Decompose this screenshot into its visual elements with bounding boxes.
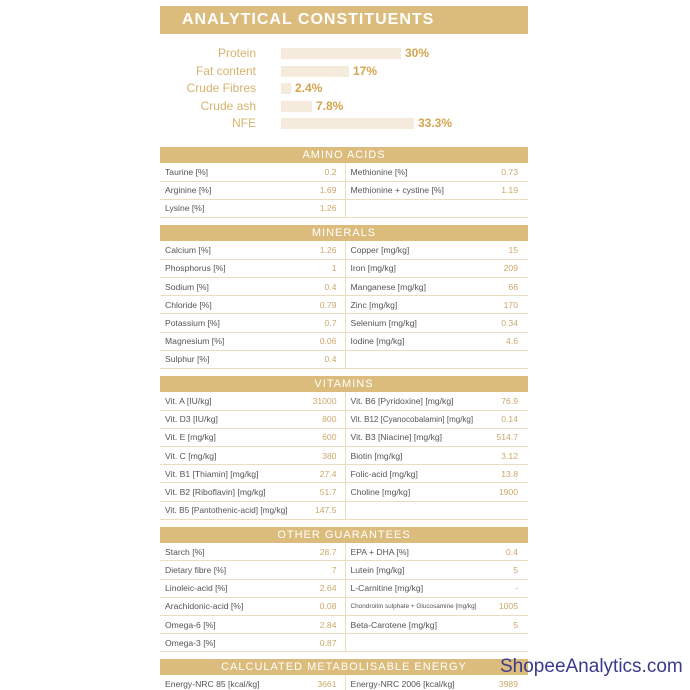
nutrient-value: 170 xyxy=(485,296,528,314)
bar-fill xyxy=(281,101,312,112)
nutrient-value: 0.4 xyxy=(288,350,345,368)
table-row xyxy=(160,465,528,483)
bar-label: Protein xyxy=(217,46,256,60)
watermark-text: ShopeeAnalytics.com xyxy=(500,656,683,677)
vitamins-table xyxy=(160,392,528,520)
nutrient-label: Arachidonic-acid [%] xyxy=(160,597,288,615)
table-row xyxy=(160,199,528,217)
amino-acids-header: AMINO ACIDS xyxy=(160,147,528,163)
nutrient-value: 0.73 xyxy=(485,163,528,181)
nutrient-label: Starch [%] xyxy=(160,543,288,561)
nutrient-value: 147.5 xyxy=(288,501,345,519)
nutrient-label: Vit. E [mg/kg] xyxy=(160,428,288,446)
nutrient-value: 3.12 xyxy=(485,446,528,464)
nutrient-value xyxy=(485,501,528,519)
nutrient-label: Vit. B2 [Riboflavin] [mg/kg] xyxy=(160,483,288,501)
nutrient-label: Biotin [mg/kg] xyxy=(345,446,485,464)
energy-header: CALCULATED METABOLISABLE ENERGY xyxy=(160,659,528,675)
nutrient-label: Methionine [%] xyxy=(345,163,485,181)
nutrient-label: Selenium [mg/kg] xyxy=(345,314,485,332)
nutrient-label: Dietary fibre [%] xyxy=(160,561,288,579)
nutrient-value: 1.26 xyxy=(288,241,345,259)
nutrient-value: 800 xyxy=(288,410,345,428)
nutrient-value: 5 xyxy=(485,615,528,633)
nutrient-value: 7 xyxy=(288,561,345,579)
table-row xyxy=(160,561,528,579)
bar-value: 17% xyxy=(353,63,378,78)
table-row xyxy=(160,428,528,446)
nutrient-value: 209 xyxy=(485,259,528,277)
nutrient-value: 28.7 xyxy=(288,543,345,561)
bar-fill xyxy=(281,83,291,94)
nutrient-label: Vit. B12 [Cyanocobalamin] [mg/kg] xyxy=(345,410,485,428)
nutrient-label: Lutein [mg/kg] xyxy=(345,561,485,579)
nutrient-label: Vit. B1 [Thiamin] [mg/kg] xyxy=(160,465,288,483)
table-row xyxy=(160,314,528,332)
bar-row-crude-ash xyxy=(160,98,528,115)
bar-label: Fat content xyxy=(195,63,256,78)
nutrient-label: Arginine [%] xyxy=(160,181,288,199)
nutrient-label: Vit. A [IU/kg] xyxy=(160,392,288,410)
bar-row-crude-fibres xyxy=(160,80,528,97)
other-guarantees-header: OTHER GUARANTEES xyxy=(160,527,528,543)
nutrient-value: 0.4 xyxy=(288,277,345,295)
nutrient-label: Potassium [%] xyxy=(160,314,288,332)
table-row xyxy=(160,634,528,652)
nutrient-label: Vit. D3 [IU/kg] xyxy=(160,410,288,428)
table-row xyxy=(160,597,528,615)
nutrient-value: 3661 xyxy=(288,675,345,690)
nutrient-label: Iron [mg/kg] xyxy=(345,259,485,277)
nutrient-value: 1005 xyxy=(485,597,528,615)
nutrient-value: 13.8 xyxy=(485,465,528,483)
nutrient-value: 600 xyxy=(288,428,345,446)
nutrient-value: 0.7 xyxy=(288,314,345,332)
bar-row-nfe xyxy=(160,115,528,132)
nutrient-label: Manganese [mg/kg] xyxy=(345,277,485,295)
nutrient-label xyxy=(345,501,485,519)
table-row xyxy=(160,259,528,277)
nutrient-value: 76.9 xyxy=(485,392,528,410)
bar-fill xyxy=(281,66,349,77)
nutrient-label: Zinc [mg/kg] xyxy=(345,296,485,314)
nutrient-value: 0.79 xyxy=(288,296,345,314)
nutrient-label: Omega-3 [%] xyxy=(160,634,288,652)
other-guarantees-table xyxy=(160,543,528,653)
nutrient-value: 15 xyxy=(485,241,528,259)
nutrient-label: Chloride [%] xyxy=(160,296,288,314)
table-row xyxy=(160,579,528,597)
nutrient-label: Sodium [%] xyxy=(160,277,288,295)
nutrient-label: Energy-NRC 85 [kcal/kg] xyxy=(160,675,288,690)
nutrient-label: Sulphur [%] xyxy=(160,350,288,368)
nutrient-value: 380 xyxy=(288,446,345,464)
nutrient-value: 1 xyxy=(288,259,345,277)
nutrient-label: Vit. B3 [Niacine] [mg/kg] xyxy=(345,428,485,446)
nutrient-label: Vit. B5 [Pantothenic-acid] [mg/kg] xyxy=(160,501,288,519)
nutrient-value xyxy=(485,634,528,652)
minerals-header: MINERALS xyxy=(160,225,528,241)
analytical-bars xyxy=(160,45,528,141)
bar-label: Crude ash xyxy=(200,98,256,113)
nutrient-value: 51.7 xyxy=(288,483,345,501)
bar-label: Crude Fibres xyxy=(186,81,256,95)
nutrient-value: 4.6 xyxy=(485,332,528,350)
table-row xyxy=(160,483,528,501)
nutrient-value: 66 xyxy=(485,277,528,295)
bar-fill xyxy=(281,48,401,59)
table-row xyxy=(160,163,528,181)
nutrient-label: Methionine + cystine [%] xyxy=(345,181,485,199)
nutrient-label: Calcium [%] xyxy=(160,241,288,259)
energy-table xyxy=(160,675,528,690)
nutrient-label: Choline [mg/kg] xyxy=(345,483,485,501)
bar-row-fat xyxy=(160,63,528,80)
nutrient-value: 0.87 xyxy=(288,634,345,652)
nutrient-value: 0.08 xyxy=(288,597,345,615)
nutrient-value: 0.14 xyxy=(485,410,528,428)
table-row xyxy=(160,296,528,314)
table-row xyxy=(160,615,528,633)
table-row xyxy=(160,446,528,464)
nutrient-value xyxy=(485,199,528,217)
nutrient-label: Folic-acid [mg/kg] xyxy=(345,465,485,483)
nutrient-value: - xyxy=(485,579,528,597)
nutrient-value xyxy=(485,350,528,368)
table-row xyxy=(160,350,528,368)
nutrient-label: Vit. C [mg/kg] xyxy=(160,446,288,464)
nutrient-value: 1.19 xyxy=(485,181,528,199)
nutrient-label xyxy=(345,634,485,652)
minerals-table xyxy=(160,241,528,369)
nutrient-value: 1.26 xyxy=(288,199,345,217)
nutrient-value: 0.34 xyxy=(485,314,528,332)
bar-value: 30% xyxy=(405,46,430,60)
amino-acids-table xyxy=(160,163,528,218)
nutrient-value: 0.06 xyxy=(288,332,345,350)
nutrient-value: 514.7 xyxy=(485,428,528,446)
nutrient-label: Beta-Carotene [mg/kg] xyxy=(345,615,485,633)
nutrient-label: Taurine [%] xyxy=(160,163,288,181)
nutrition-sheet xyxy=(160,6,528,690)
nutrient-label: Iodine [mg/kg] xyxy=(345,332,485,350)
nutrient-label: L-Carnitine [mg/kg] xyxy=(345,579,485,597)
bar-value: 2.4% xyxy=(295,81,323,95)
table-row xyxy=(160,241,528,259)
nutrient-label: Phosphorus [%] xyxy=(160,259,288,277)
nutrient-label: Magnesium [%] xyxy=(160,332,288,350)
nutrient-label: Vit. B6 [Pyridoxine] [mg/kg] xyxy=(345,392,485,410)
nutrient-label xyxy=(345,350,485,368)
table-row xyxy=(160,501,528,519)
nutrient-label: Energy-NRC 2006 [kcal/kg] xyxy=(345,675,485,690)
table-row xyxy=(160,543,528,561)
nutrient-value: 27.4 xyxy=(288,465,345,483)
bar-row-protein xyxy=(160,45,528,62)
bar-value: 7.8% xyxy=(316,98,344,113)
nutrient-value: 1900 xyxy=(485,483,528,501)
nutrient-value: 2.84 xyxy=(288,615,345,633)
nutrient-label: Lysine [%] xyxy=(160,199,288,217)
vitamins-header: VITAMINS xyxy=(160,376,528,392)
nutrient-value: 0.2 xyxy=(288,163,345,181)
table-row xyxy=(160,675,528,690)
nutrient-label: Omega-6 [%] xyxy=(160,615,288,633)
analytical-constituents-title: ANALYTICAL CONSTITUENTS xyxy=(160,6,528,34)
nutrient-label: EPA + DHA [%] xyxy=(345,543,485,561)
bar-label: NFE xyxy=(232,116,256,130)
nutrient-label: Linoleic-acid [%] xyxy=(160,579,288,597)
nutrient-label: Copper [mg/kg] xyxy=(345,241,485,259)
table-row xyxy=(160,181,528,199)
nutrient-value: 0.4 xyxy=(485,543,528,561)
bar-fill xyxy=(281,118,414,129)
nutrient-value: 2.64 xyxy=(288,579,345,597)
nutrient-label: Chondroitin sulphate + Glucosamine [mg/kg] xyxy=(345,597,485,615)
nutrient-value: 3989 xyxy=(485,675,528,690)
bar-value: 33.3% xyxy=(418,116,453,130)
table-row xyxy=(160,277,528,295)
nutrient-value: 31000 xyxy=(288,392,345,410)
nutrient-value: 1.69 xyxy=(288,181,345,199)
table-row xyxy=(160,410,528,428)
nutrient-label xyxy=(345,199,485,217)
table-row xyxy=(160,332,528,350)
table-row xyxy=(160,392,528,410)
nutrient-value: 5 xyxy=(485,561,528,579)
